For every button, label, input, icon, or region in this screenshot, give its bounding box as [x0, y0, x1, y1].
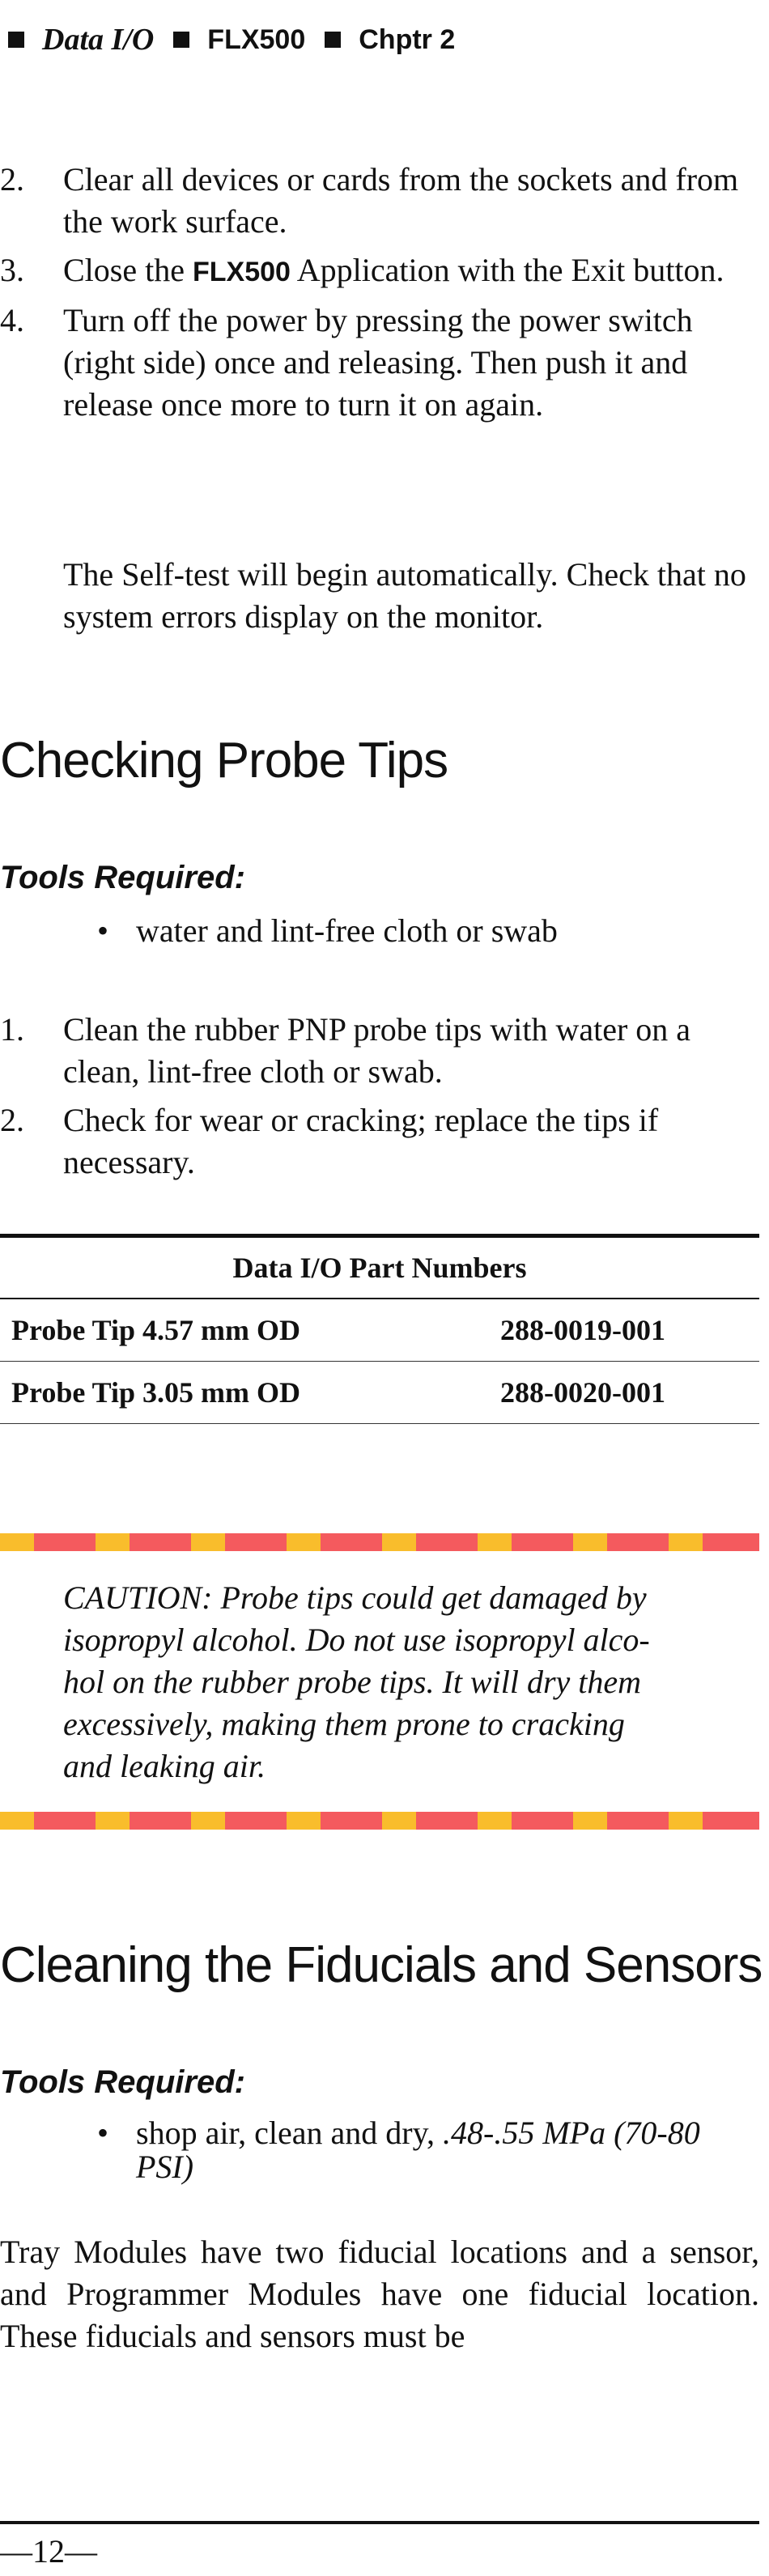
- tools-required-heading: Tools Required:: [0, 2064, 245, 2100]
- header-chapter: Chptr 2: [359, 23, 456, 55]
- product-name: FLX500: [192, 257, 291, 287]
- list-item: [0, 1009, 761, 1093]
- step-text: Turn off the power by pressing the power switch (right side) once and releasing. Then push it and release once more to turn it on again.: [63, 302, 693, 423]
- step-text: Check for wear or cracking; replace the tips if necessary.: [63, 1102, 659, 1180]
- fiducial-body-text: Tray Modules have two fiducial locations and a sensor, and Programmer Modules have one fiducial location. These fiducials and sensors must be: [0, 2234, 759, 2354]
- page-number: —12—: [0, 2533, 97, 2570]
- footer-rule: [0, 2521, 759, 2524]
- table-header-row: [0, 1236, 759, 1299]
- self-test-note: The Self-test will begin automatically. Check that no system errors display on the monitor.: [63, 556, 746, 635]
- part-numbers-table: [0, 1234, 759, 1424]
- step-text: Clear all devices or cards from the sockets and from the work surface.: [63, 161, 739, 240]
- step-number: 3.: [0, 252, 24, 288]
- caution-line: CAUTION: Probe tips could get damaged by: [63, 1579, 647, 1616]
- caution-line: excessively, making them prone to cracking: [63, 1706, 625, 1742]
- step-text: Application with the Exit button.: [290, 252, 724, 288]
- tools-required-heading: Tools Required:: [0, 860, 245, 895]
- step-number: 2.: [0, 161, 24, 198]
- part-item: Probe Tip 4.57 mm OD: [0, 1299, 500, 1362]
- caution-line: hol on the rubber probe tips. It will dry them: [63, 1664, 642, 1700]
- tool-spec: .48-.55 MPa (70-80 PSI): [136, 2115, 700, 2185]
- step-text: Clean the rubber PNP probe tips with water on a clean, lint-free cloth or swab.: [63, 1011, 691, 1090]
- header-square-icon: [8, 32, 24, 48]
- caution-stripe-bottom: [0, 1812, 759, 1830]
- step-number: 4.: [0, 302, 24, 338]
- running-header: [0, 19, 455, 60]
- header-brand: Data I/O: [42, 23, 155, 57]
- caution-stripe-top: [0, 1533, 759, 1551]
- list-item: [0, 249, 761, 293]
- list-item: [97, 2116, 745, 2184]
- header-square-icon: [173, 32, 189, 48]
- header-square-icon: [325, 32, 341, 48]
- tools-list: [97, 912, 745, 950]
- probe-steps-list: [0, 1009, 761, 1184]
- list-item: • water and lint-free cloth or swab: [97, 912, 745, 950]
- list-item: [0, 159, 761, 243]
- part-number: 288-0019-001: [500, 1299, 759, 1362]
- table-row: [0, 1299, 759, 1362]
- part-item: Probe Tip 3.05 mm OD: [0, 1362, 500, 1424]
- section-title: Checking Probe Tips: [0, 733, 448, 789]
- part-number: 288-0020-001: [500, 1362, 759, 1424]
- tool-text: shop air, clean and dry,: [136, 2115, 444, 2151]
- step-number: 1.: [0, 1011, 24, 1048]
- table-row: [0, 1362, 759, 1424]
- caution-line: isopropyl alcohol. Do not use isopropyl alco-: [63, 1622, 650, 1658]
- section-title: Cleaning the Fiducials and Sensors: [0, 1937, 763, 1993]
- table-header: Data I/O Part Numbers: [0, 1236, 759, 1299]
- header-product: FLX500: [207, 23, 306, 55]
- step-number: 2.: [0, 1102, 24, 1138]
- list-item: [0, 300, 761, 426]
- list-item: [0, 1099, 761, 1184]
- tools-list: [97, 2116, 745, 2184]
- caution-text: [63, 1577, 711, 1787]
- restart-steps-list: [0, 159, 761, 426]
- step-text: Close the: [63, 252, 193, 288]
- caution-line: and leaking air.: [63, 1748, 266, 1784]
